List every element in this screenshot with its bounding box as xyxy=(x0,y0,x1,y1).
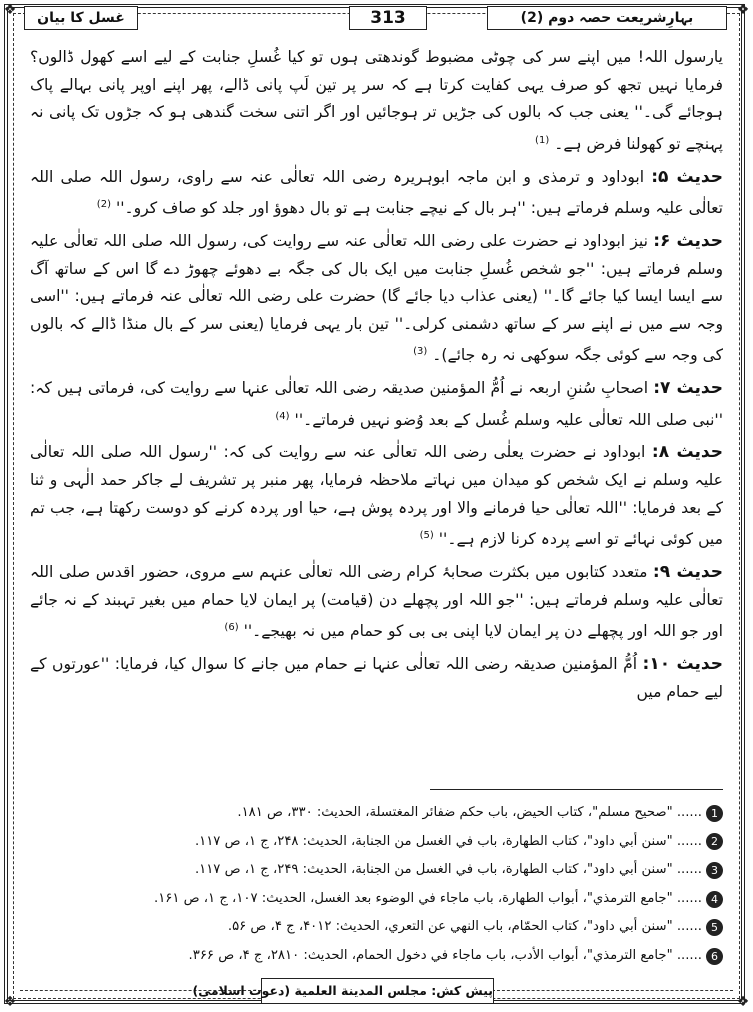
footnote-ref: (1) xyxy=(535,134,550,146)
footnote-text: ...... "سنن أبي داود"، کتاب الحمّام، باب النھي عن التعري، الحدیث: ۴۰۱۲، ج ۴، ص ۵۶. xyxy=(227,919,702,935)
corner-ornament-icon: ❖ xyxy=(736,994,750,1010)
footnote-text: ...... "جامع الترمذي"، أبواب الطھارة، باب ماجاء في الوضوء بعد الغسل، الحدیث: ۱۰۷، ج ۱، ص ۱۶۱. xyxy=(154,890,702,906)
footnote-number: 5 xyxy=(706,919,723,936)
hadith-label: حدیث ۹: xyxy=(652,562,723,583)
page-header xyxy=(18,4,735,34)
paragraph-text: یارسول اللہ! میں اپنے سر کی چوٹی مضبوط گوندھتی ہوں تو کیا غُسلِ جنابت کے لیے اسے کھول ڈالوں؟ فرمایا نہیں تجھ کو صرف یہی کفایت کرتا ہے کہ سر پر تین لَپ پانی ڈالے، پھر اپنے اوپر پانی بہالے پاک ہوجائے گی۔'' یعنی جب کہ بالوں کی جڑیں تر ہوجائیں اور اگر اتنی سخت گندھی ہو کہ جڑوں تک پانی نہ پہنچے تو کھولنا فرض ہے۔ xyxy=(30,48,723,153)
paragraph xyxy=(30,228,723,370)
footnote-ref: (2) xyxy=(96,199,111,211)
footer-line xyxy=(492,990,733,991)
footnote-text: ...... "سنن أبي داود"، کتاب الطھارة، باب في الغسل من الجنابة، الحدیث: ۲۴۹، ج ۱، ص ۱۱۷. xyxy=(194,862,702,878)
footnote-text: ...... "سنن أبي داود"، کتاب الطھارة، باب في الغسل من الجنابة، الحدیث: ۲۴۸، ج ۱، ص ۱۱۷. xyxy=(194,833,702,849)
footnote-ref: (6) xyxy=(224,622,239,634)
hadith-label: حدیث ۶: xyxy=(653,230,723,251)
footnote xyxy=(30,856,723,885)
paragraph xyxy=(30,651,723,706)
corner-ornament-icon: ❖ xyxy=(736,2,750,18)
paragraph-text: ابوداود و ترمذی و ابن ماجہ ابوہریرہ رضی اللہ تعالٰی عنہ سے راوی، رسول اللہ صلی اللہ تعالٰی علیہ وسلم فرماتے ہیں: ''ہر بال کے نیچے جنابت ہے تو بال دھوؤ اور جلد کو صاف کرو۔'' xyxy=(30,167,723,218)
main-text xyxy=(30,44,723,779)
page-footer xyxy=(0,976,753,1006)
paragraph xyxy=(30,439,723,554)
hadith-label: حدیث ۵: xyxy=(651,166,723,187)
paragraph xyxy=(30,559,723,646)
paragraph-text: اصحابِ سُننِ اربعہ نے اُمُّ المؤمنین صدیقہ رضی اللہ تعالٰی عنہا سے روایت کی، فرماتی ہیں کہ: ''نبی صلی اللہ تعالٰی علیہ وسلم غُسل کے بعد وُضو نہیں فرماتے۔'' xyxy=(30,379,723,429)
footnote xyxy=(30,942,723,971)
paragraph xyxy=(30,164,723,223)
footnote xyxy=(30,913,723,942)
hadith-label: حدیث ۸: xyxy=(651,442,723,463)
footnote-text: ...... "جامع الترمذي"، أبواب الأدب، باب ماجاء في دخول الحمام، الحدیث: ۲۸۱۰، ج ۴، ص ۳۶۶. xyxy=(188,947,702,963)
footnote xyxy=(30,799,723,828)
footnote-number: 1 xyxy=(706,805,723,822)
footnote xyxy=(30,885,723,914)
page-number: 313 xyxy=(349,6,427,30)
paragraph xyxy=(30,375,723,434)
footnotes xyxy=(30,799,723,971)
chapter-title: غسل کا بیان xyxy=(24,6,138,30)
publisher-box xyxy=(192,978,494,1004)
footnote-number: 4 xyxy=(706,891,723,908)
footnote-ref: (4) xyxy=(275,410,290,422)
paragraph-text: اُمُّ المؤمنین صدیقہ رضی اللہ تعالٰی عنہا نے حمام میں جانے کا سوال کیا، فرمایا: ''عورتوں کے لیے حمام میں xyxy=(30,655,723,701)
publisher-label: پیش کش: xyxy=(431,983,493,998)
footnote xyxy=(30,828,723,857)
paragraph-text: نیز ابوداود نے حضرت علی رضی اللہ تعالٰی عنہ سے روایت کی، رسول اللہ صلی اللہ تعالٰی علیہ وسلم فرماتے ہیں: ''جو شخص غُسلِ جنابت میں ایک بال کی جگہ بے دھوئے چھوڑ دے گا اس کے ساتھ آگ سے ایسا ایسا کیا جائے گا۔'' (یعنی عذاب دیا جائے گا) حضرت علی رضی اللہ تعالٰی عنہ فرماتے ہیں: ''اسی وجہ سے میں نے اپنے سر کے ساتھ دشمنی کرلی۔'' تین بار یہی فرمایا (یعنی سر کے بال منڈا ڈالے کہ بالوں کی وجہ سے کوئی جگہ سوکھی نہ رہ جائے)۔ xyxy=(30,231,723,365)
footnote-number: 6 xyxy=(706,948,723,965)
paragraph xyxy=(30,44,723,159)
corner-ornament-icon: ❖ xyxy=(3,994,17,1010)
footnote-ref: (5) xyxy=(419,530,434,542)
paragraph-text: ابوداود نے حضرت یعلٰی رضی اللہ تعالٰی عنہ سے روایت کی کہ: ''رسول اللہ صلی اللہ تعالٰی علیہ وسلم نے ایک شخص کو میدان میں نہاتے ملاحظہ فرمایا، پھر منبر پر تشریف لے جاکر حمد الٰہی و ثنا کے بعد فرمایا: ''اللہ تعالٰی حیا فرمانے والا اور پردہ پوش ہے، حیا اور پردہ کرنے کو دوست رکھتا ہے، جب تم میں کوئی نہائے تو اسے پردہ کرنا لازم ہے۔'' xyxy=(30,443,723,549)
publisher-sub: (دعوت اسلامی) xyxy=(192,983,291,998)
corner-ornament-icon: ❖ xyxy=(3,2,17,18)
publisher-name: مجلس المدینة العلمیة xyxy=(294,983,427,998)
footnote-number: 2 xyxy=(706,833,723,850)
footnote-ref: (3) xyxy=(413,346,428,358)
footnote-text: ...... "صحیح مسلم"، کتاب الحیض، باب حکم ضفائر المغتسلة، الحدیث: ۳۳۰، ص ۱۸۱. xyxy=(237,805,702,820)
hadith-label: حدیث ۱۰: xyxy=(642,654,723,674)
book-title: بہارِشریعت حصہ دوم (2) xyxy=(487,6,727,30)
hadith-label: حدیث ۷: xyxy=(653,378,723,399)
footnote-number: 3 xyxy=(706,862,723,879)
footnote-divider xyxy=(430,789,723,790)
paragraph-text: متعدد کتابوں میں بکثرت صحابۂ کرام رضی اللہ تعالٰی عنہم سے مروی، حضور اقدس صلی اللہ تعالٰی علیہ وسلم فرماتے ہیں: ''جو اللہ اور پچھلے دن (قیامت) پر ایمان لایا حمام میں بغیر تہبند کے نہ جائے اور جو اللہ اور پچھلے دن پر ایمان لایا اپنی بی بی کو حمام میں نہ بھیجے۔'' xyxy=(30,563,723,641)
